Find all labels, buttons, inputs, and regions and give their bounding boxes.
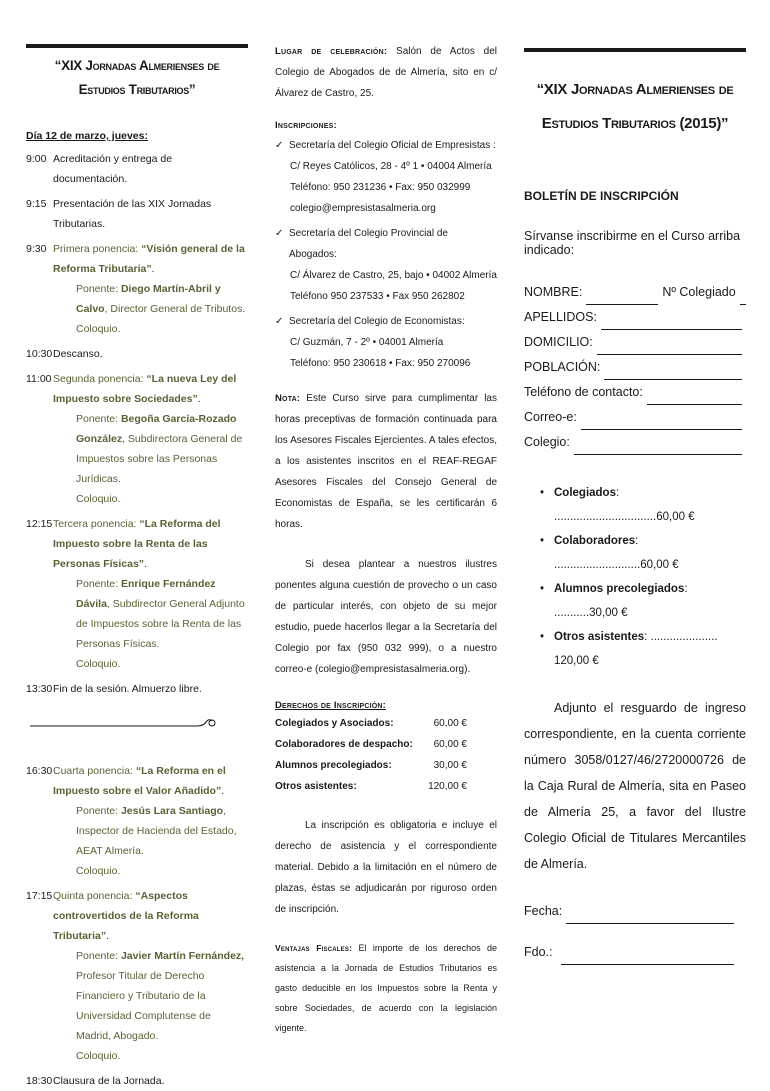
venue (275, 41, 497, 104)
day-heading: Día 12 de marzo, jueves: (26, 130, 148, 142)
fee-price: 60,00 € (433, 739, 467, 750)
fee-price: 120,00 € (428, 781, 467, 792)
field-input[interactable] (574, 437, 742, 455)
price-list (524, 481, 746, 673)
field-input[interactable] (604, 362, 742, 380)
session-body (53, 514, 248, 674)
field-label: POBLACIÓN: (524, 360, 601, 374)
check-icon: ✓ (275, 228, 284, 239)
nombre-field[interactable] (586, 287, 658, 305)
speaker-name: Diego Martín-Abril y Calvo (76, 283, 221, 315)
talk-intro: Quinta ponencia: (53, 890, 136, 902)
program-item (26, 344, 248, 364)
speaker-line (53, 574, 248, 654)
talk-line (53, 369, 248, 409)
tax-label: Ventajas Fiscales: (275, 943, 353, 953)
speaker-label: Ponente: (76, 805, 121, 817)
colloquy: Coloquio. (76, 493, 121, 505)
speaker-line (53, 801, 248, 861)
session-time: 11:00 (26, 373, 52, 385)
inscription-paragraph: La inscripción es obligatoria e incluye el derecho de asistencia y el correspondiente material. Debido a la limitación en el número de plazas, éstas se adjudicarán por riguroso orden de inscripción. (275, 820, 497, 915)
title-line-2: Estudios Tributarios (2015)” (541, 115, 729, 132)
session-time: 9:15 (26, 198, 47, 210)
talk-line (53, 886, 248, 946)
flourish-line-icon (28, 717, 218, 731)
fee-row (275, 755, 467, 776)
talk-line (53, 239, 248, 279)
speaker-role: , Subdirectora General de Impuestos sobre las Personas Jurídicas. (76, 433, 243, 485)
program-item (26, 886, 248, 1066)
bullet-icon: • (539, 487, 545, 499)
talk-intro: Tercera ponencia: (53, 518, 140, 530)
form-field-row (524, 305, 746, 330)
program-column (26, 0, 248, 1087)
questions-paragraph: Si desea plantear a nuestros ilustres ponentes alguna cuestión de provecho o un caso de particular interés, con objeto de su mejor estudio, puede hacerlos llegar a la Secretaría del Colegio por fax (950 032 999), o a nuestro correo-e (colegio@empresistasalmeria.org). (275, 559, 497, 675)
speaker-line (53, 409, 248, 489)
talk-end: . (221, 785, 225, 797)
place-line: colegio@empresistasalmeria.org (290, 203, 436, 214)
session-body (53, 344, 248, 364)
program-item (26, 369, 248, 509)
session-body (53, 194, 248, 234)
price-value: 60,00 € (640, 559, 679, 571)
session-time: 9:00 (26, 153, 47, 165)
check-icon: ✓ (275, 140, 284, 151)
session-body (53, 679, 248, 699)
colegiado-label: Nº Colegiado (662, 285, 736, 299)
field-input[interactable] (647, 387, 742, 405)
top-rule (26, 44, 248, 48)
session-body (53, 239, 248, 339)
price-text (554, 529, 746, 577)
talk-intro: Primera ponencia: (53, 243, 142, 255)
place-body (289, 311, 470, 374)
session-time: 9:30 (26, 243, 47, 255)
registration-column (524, 0, 746, 1024)
price-value: 60,00 € (656, 511, 695, 523)
colloquy: Coloquio. (76, 865, 121, 877)
signature-row-wrap (524, 940, 746, 965)
place-line: C/ Reyes Católicos, 28 - 4º 1 • 04004 Almería (290, 161, 492, 172)
price-text (554, 577, 746, 625)
place-line: Teléfono 950 237533 • Fax 950 262802 (290, 291, 465, 302)
talk-end: . (106, 930, 110, 942)
price-item (530, 481, 746, 529)
form-fields (524, 305, 746, 455)
place-line: Secretaría del Colegio de Economistas: (289, 316, 465, 327)
bullet-icon: • (539, 535, 545, 547)
form-field-row (524, 430, 746, 455)
speaker-name: Enrique Fernández Dávila (76, 578, 216, 610)
speaker-label: Ponente: (76, 413, 121, 425)
price-dots: : ........... (554, 583, 688, 619)
check-icon: ✓ (275, 316, 284, 327)
bullet-icon: • (539, 583, 545, 595)
signature-field[interactable] (561, 947, 735, 965)
place-line: Secretaría del Colegio Oficial de Empresistas : (289, 140, 496, 151)
session-time: 16:30 (26, 765, 53, 777)
fecha-row (524, 899, 746, 924)
session-time: 13:30 (26, 683, 53, 695)
tax-advantages (275, 938, 497, 1038)
price-value: 30,00 € (589, 607, 628, 619)
speaker-role: , Director General de Tributos. (104, 303, 246, 315)
fee-name: Colegiados y Asociados: (275, 718, 394, 729)
talk-line (53, 514, 248, 574)
places-list (275, 135, 497, 374)
nombre-row (524, 280, 746, 305)
place-item (275, 311, 497, 374)
program-item (26, 194, 248, 234)
fecha-row-wrap (524, 899, 746, 924)
talk-line (53, 761, 248, 801)
program-item (26, 1071, 248, 1091)
nombre-label: NOMBRE: (524, 285, 583, 299)
speaker-label: Ponente: (76, 578, 121, 590)
program-item (26, 239, 248, 339)
field-label: Colegio: (524, 435, 570, 449)
boletin-heading: BOLETÍN DE INSCRIPCIÓN (524, 189, 679, 203)
fee-price: 60,00 € (433, 718, 467, 729)
speaker-name: Javier Martín Fernández, (120, 950, 245, 962)
speaker-name: Begoña García-Rozado González (76, 413, 237, 445)
price-item (530, 529, 746, 577)
speaker-label: Ponente: (76, 283, 121, 295)
fee-name: Otros asistentes: (275, 781, 357, 792)
place-line: C/ Guzmán, 7 - 2º • 04001 Almería (290, 337, 444, 348)
program-item (26, 149, 248, 189)
fdo-row (524, 940, 746, 965)
note-text: Este Curso sirve para cumplimentar las horas preceptivas de formación continuada para los Asesores Fiscales Ejercientes. A tales efectos, a los asistentes inscritos en el REAF-REGAF Asesores Fiscales del Consejo General de Economistas de España, se les certificarán 6 horas. (275, 393, 497, 530)
price-item (530, 625, 746, 673)
place-item (275, 223, 497, 307)
colloquy: Coloquio. (76, 658, 121, 670)
session-time: 17:15 (26, 890, 53, 902)
talk-intro: Cuarta ponencia: (53, 765, 136, 777)
speaker-role: , Inspector de Hacienda del Estado, AEAT Almería. (76, 805, 237, 857)
program-item (26, 679, 248, 699)
price-dots: : ................................ (554, 487, 657, 523)
price-name: Alumnos precolegiados (554, 583, 685, 595)
inscriptions-label: Inscripciones: (275, 120, 337, 131)
speaker-label: Ponente: (76, 950, 121, 962)
venue-label: Lugar de celebración: (275, 46, 388, 57)
fee-price: 30,00 € (433, 760, 467, 771)
speaker-role: , Subdirector General Adjunto de Impuestos sobre la Renta de las Personas Físicas. (76, 598, 245, 650)
speaker-role: Profesor Titular de Derecho Financiero y Tributario de la Universidad Complutense de Madrid, Abogado. (76, 970, 211, 1042)
place-line: Teléfono: 950 230618 • Fax: 950 270096 (290, 358, 471, 369)
talk-end: . (144, 558, 147, 570)
payment-paragraph: Adjunto el resguardo de ingreso correspondiente, en la cuenta corriente número 3058/0127/46/2720000726 de la Caja Rural de Almería, sita en Paseo de Almería 25, a favor del Ilustre Colegio Oficial de Titulares Mercantiles de Almería. (524, 701, 746, 871)
fee-row (275, 734, 467, 755)
title-line-2: Estudios Tributarios” (78, 82, 196, 97)
fees-label: Derechos de Inscripción: (275, 700, 387, 711)
talk-title: “La Reforma del Impuesto sobre la Renta de las Personas Físicas” (53, 518, 221, 570)
talk-end: . (151, 263, 155, 275)
talk-intro: Segunda ponencia: (53, 373, 147, 385)
field-label: DOMICILIO: (524, 335, 593, 349)
colegiado-field[interactable] (740, 287, 746, 305)
session-body (53, 149, 248, 189)
price-name: Colegiados (554, 487, 616, 499)
session-time: 12:15 (26, 518, 53, 530)
place-line: Secretaría del Colegio Provincial de Abogados: (289, 228, 448, 260)
talk-end: . (197, 393, 201, 405)
price-name: Otros asistentes (554, 631, 645, 643)
speaker-line (53, 946, 248, 1046)
session-text: Presentación de las XIX Jornadas Tributarias. (53, 198, 212, 230)
registration-form (524, 280, 746, 455)
talk-title: “La Reforma en el Impuesto sobre el Valor Añadido” (53, 765, 226, 797)
form-field-row (524, 405, 746, 430)
info-column (275, 0, 497, 1033)
price-dots: : ..................... (644, 631, 718, 643)
price-value: 120,00 € (554, 655, 599, 667)
bullet-icon: • (539, 631, 545, 643)
program-item (26, 761, 248, 881)
top-rule (524, 48, 746, 52)
session-text: Clausura de la Jornada. (53, 1075, 165, 1087)
place-body (289, 223, 497, 307)
field-input[interactable] (597, 337, 742, 355)
fee-name: Alumnos precolegiados: (275, 760, 392, 771)
session-body (53, 369, 248, 509)
talk-title: “Visión general de la Reforma Tributaria” (53, 243, 245, 275)
place-line: Teléfono: 950 231236 • Fax: 950 032999 (290, 182, 471, 193)
session-text: Fin de la sesión. Almuerzo libre. (53, 683, 202, 695)
session-time: 10:30 (26, 348, 53, 360)
session-text: Acreditación y entrega de documentación. (53, 153, 173, 185)
field-input[interactable] (581, 412, 742, 430)
program-list (26, 149, 248, 1091)
talk-title: “Aspectos controvertidos de la Reforma Tributaria” (53, 890, 199, 942)
price-text (554, 625, 746, 673)
fee-name: Colaboradores de despacho: (275, 739, 413, 750)
place-line: C/ Álvarez de Castro, 25, bajo • 04002 Almería (290, 270, 497, 281)
fecha-field[interactable] (566, 906, 734, 924)
session-text: Descanso. (53, 348, 103, 360)
program-item (26, 514, 248, 674)
session-time: 18:30 (26, 1075, 53, 1087)
field-label: APELLIDOS: (524, 310, 597, 324)
fee-row (275, 776, 467, 797)
title-line-1: “XIX Jornadas Almerienses de (54, 58, 220, 73)
session-body (53, 1071, 248, 1091)
field-input[interactable] (601, 312, 742, 330)
note (275, 388, 497, 535)
price-dots: : ........................... (554, 535, 641, 571)
price-item (530, 577, 746, 625)
place-body (289, 135, 496, 219)
event-title (26, 54, 248, 102)
separator-flourish (26, 717, 248, 731)
form-field-row (524, 380, 746, 405)
form-intro: Sírvanse inscribirme en el Curso arriba indicado: (524, 229, 741, 257)
speaker-name: Jesús Lara Santiago (120, 805, 224, 817)
price-name: Colaboradores (554, 535, 636, 547)
session-body (53, 886, 248, 1066)
form-field-row (524, 355, 746, 380)
fecha-label: Fecha: (524, 904, 563, 918)
title-line-1: “XIX Jornadas Almerienses de (536, 81, 734, 98)
field-label: Correo-e: (524, 410, 577, 424)
place-item (275, 135, 497, 219)
tax-text: El importe de los derechos de asistencia a la Jornada de Estudios Tributarios es gasto deducible en los Impuestos sobre la Renta y sobre Sociedades, de acuerdo con la legislación vigente. (275, 943, 497, 1033)
field-label: Teléfono de contacto: (524, 385, 643, 399)
session-body (53, 761, 248, 881)
fdo-label: Fdo.: (524, 945, 553, 959)
talk-title: “La nueva Ley del Impuesto sobre Sociedades” (53, 373, 237, 405)
form-title (524, 73, 746, 141)
note-label: Nota: (275, 393, 301, 404)
form-field-row (524, 330, 746, 355)
venue-text: Salón de Actos del Colegio de Abogados de de Almería, sito en c/Álvarez de Castro, 25. (275, 46, 497, 99)
fees-table (275, 713, 467, 797)
colloquy: Coloquio. (76, 1050, 121, 1062)
fee-row (275, 713, 467, 734)
colloquy: Coloquio. (76, 323, 121, 335)
price-text (554, 481, 746, 529)
speaker-line (53, 279, 248, 319)
